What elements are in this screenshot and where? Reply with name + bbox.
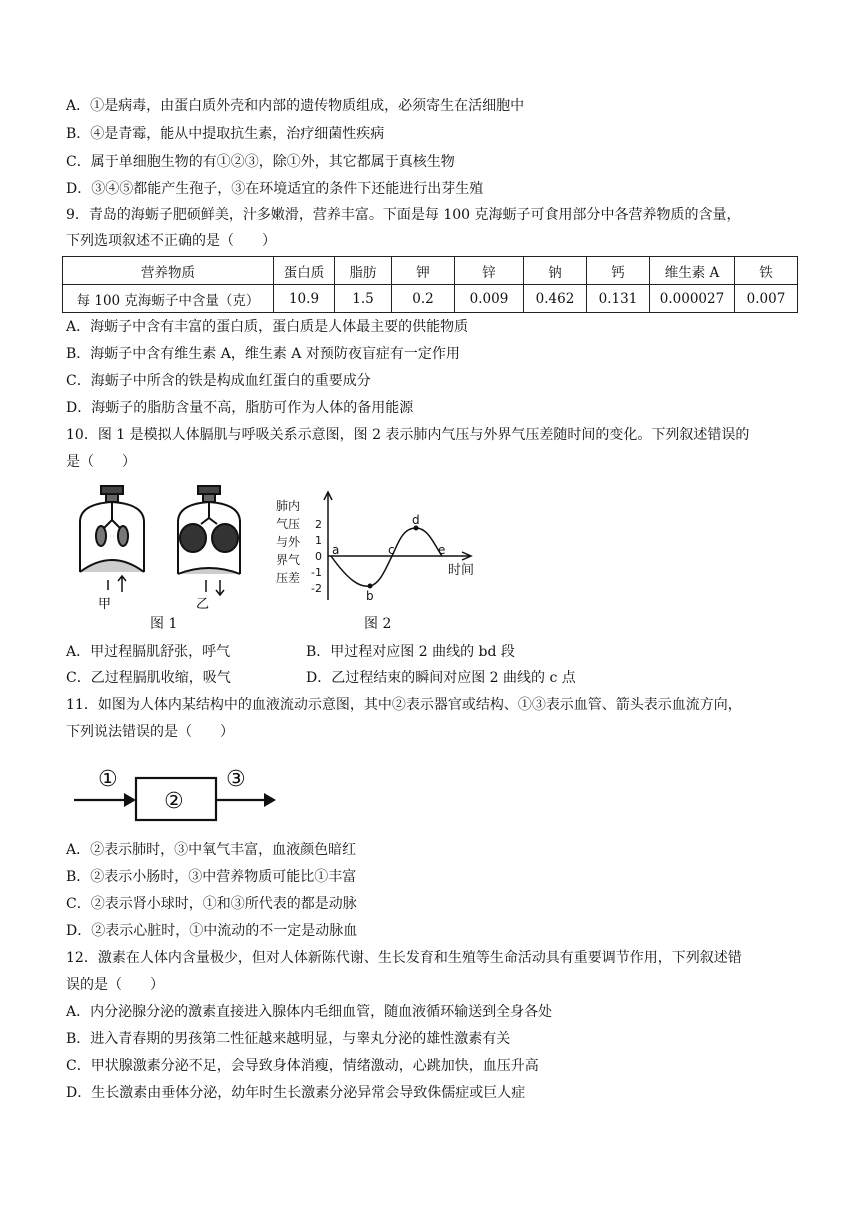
point-label-d: d xyxy=(412,513,420,527)
q9-option-b: B．海蛎子中含有维生素 A，维生素 A 对预防夜盲症有一定作用 xyxy=(66,346,460,362)
figure2-caption: 图 2 xyxy=(364,616,392,632)
y-axis-label-line: 压差 xyxy=(276,571,301,585)
table-header-cell: 钠 xyxy=(524,257,587,285)
label-yi: 乙 xyxy=(196,597,210,612)
q11-option-d: D．②表示心脏时，①中流动的不一定是动脉血 xyxy=(66,923,358,939)
q8-option-c: C．属于单细胞生物的有①②③，除①外，其它都属于真核生物 xyxy=(66,154,455,170)
bell-jar-jia xyxy=(80,486,144,592)
q9-stem-line1: 9．青岛的海蛎子肥硕鲜美，汁多嫩滑，营养丰富。下面是每 100 克海蛎子可食用部分中各营养物质的含量， xyxy=(66,207,741,223)
q11-option-c: C．②表示肾小球时，①和③所代表的都是动脉 xyxy=(66,896,357,912)
q8-option-a: A．①是病毒，由蛋白质外壳和内部的遗传物质组成，必须寄生在活细胞中 xyxy=(66,98,525,114)
table-cell: 0.2 xyxy=(392,285,455,313)
table-header-row xyxy=(63,257,798,285)
q9-option-c: C．海蛎子中所含的铁是构成血红蛋白的重要成分 xyxy=(66,373,371,389)
outflow-arrow-icon xyxy=(264,793,276,807)
y-tick-label: -1 xyxy=(311,566,322,579)
q8-option-b: B．④是青霉，能从中提取抗生素，治疗细菌性疾病 xyxy=(66,126,385,142)
y-axis-label-line: 界气 xyxy=(276,553,301,567)
q9-stem-line2: 下列选项叙述不正确的是（ ） xyxy=(66,233,276,249)
blood-flow-diagram xyxy=(70,758,290,830)
point-label-e: e xyxy=(438,543,446,557)
table-cell: 0.131 xyxy=(587,285,650,313)
y-axis-label-line: 与外 xyxy=(276,535,301,549)
table-header-cell: 锌 xyxy=(455,257,524,285)
q12-option-a: A．内分泌腺分泌的激素直接进入腺体内毛细血管，随血液循环输送到全身各处 xyxy=(66,1004,553,1020)
y-axis-label-line: 气压 xyxy=(276,517,301,531)
y-tick-label: 0 xyxy=(315,550,322,563)
q9-option-d: D．海蛎子的脂肪含量不高，脂肪可作为人体的备用能源 xyxy=(66,400,414,416)
label-jia: 甲 xyxy=(98,597,112,612)
table-cell: 0.000027 xyxy=(650,285,735,313)
q12-option-c: C．甲状腺激素分泌不足，会导致身体消瘦，情绪激动，心跳加快，血压升高 xyxy=(66,1058,539,1074)
table-cell: 0.007 xyxy=(735,285,798,313)
table-cell: 1.5 xyxy=(335,285,392,313)
vessel-label-3: ③ xyxy=(226,767,246,792)
q11-option-a: A．②表示肺时，③中氧气丰富，血液颜色暗红 xyxy=(66,842,357,858)
figure1-caption: 图 1 xyxy=(150,616,178,632)
table-cell: 0.009 xyxy=(455,285,524,313)
q12-option-d: D．生长激素由垂体分泌，幼年时生长激素分泌异常会导致侏儒症或巨人症 xyxy=(66,1085,526,1101)
bell-jar-yi xyxy=(178,486,240,595)
vessel-label-1: ① xyxy=(98,767,118,792)
organ-label-2: ② xyxy=(164,789,184,814)
inflow-arrow-icon xyxy=(124,793,136,807)
table-header-cell: 钙 xyxy=(587,257,650,285)
point-label-a: a xyxy=(332,543,340,557)
q11-stem-line2: 下列说法错误的是（ ） xyxy=(66,724,234,740)
nutrition-table xyxy=(62,256,798,313)
table-header-cell: 蛋白质 xyxy=(274,257,335,285)
table-cell: 10.9 xyxy=(274,285,335,313)
q10-option-b: B．甲过程对应图 2 曲线的 bd 段 xyxy=(306,644,515,660)
q10-option-a: A．甲过程膈肌舒张，呼气 xyxy=(66,644,231,660)
q12-option-b: B．进入青春期的男孩第二性征越来越明显，与睾丸分泌的雄性激素有关 xyxy=(66,1031,511,1047)
table-row xyxy=(63,285,798,313)
q11-stem-line1: 11．如图为人体内某结构中的血液流动示意图，其中②表示器官或结构、①③表示血管、箭头表示血流方向， xyxy=(66,697,742,713)
table-header-cell: 维生素 A xyxy=(650,257,735,285)
y-tick-label: 1 xyxy=(315,534,322,547)
table-header-cell: 铁 xyxy=(735,257,798,285)
point-label-c: c xyxy=(388,543,395,557)
q10-stem-line2: 是（ ） xyxy=(66,454,136,470)
x-axis-label: 时间 xyxy=(448,563,475,578)
pressure-curve xyxy=(331,528,442,586)
y-axis-label-line: 肺内 xyxy=(276,499,301,513)
figure2-pressure-curve xyxy=(276,488,486,610)
table-header-cell: 钾 xyxy=(392,257,455,285)
table-cell: 每 100 克海蛎子中含量（克） xyxy=(63,285,274,313)
q8-option-d: D．③④⑤都能产生孢子，③在环境适宜的条件下还能进行出芽生殖 xyxy=(66,181,484,197)
q11-option-b: B．②表示小肠时，③中营养物质可能比①丰富 xyxy=(66,869,357,885)
table-header-cell: 脂肪 xyxy=(335,257,392,285)
y-tick-label: -2 xyxy=(311,582,322,595)
figure1-bell-jar-models xyxy=(68,482,268,612)
q10-option-c: C．乙过程膈肌收缩，吸气 xyxy=(66,670,231,686)
q12-stem-line1: 12．激素在人体内含量极少，但对人体新陈代谢、生长发育和生殖等生命活动具有重要调节作用，下列叙述错 xyxy=(66,950,742,966)
q12-stem-line2: 误的是（ ） xyxy=(66,977,164,993)
q9-option-a: A．海蛎子中含有丰富的蛋白质，蛋白质是人体最主要的供能物质 xyxy=(66,319,469,335)
y-tick-label: 2 xyxy=(315,518,322,531)
q10-option-d: D．乙过程结束的瞬间对应图 2 曲线的 c 点 xyxy=(306,670,576,686)
point-label-b: b xyxy=(366,589,374,603)
table-header-cell: 营养物质 xyxy=(63,257,274,285)
q10-stem-line1: 10．图 1 是模拟人体膈肌与呼吸关系示意图，图 2 表示肺内气压与外界气压差随时间的变化。下列叙述错误的 xyxy=(66,427,750,443)
point-b-marker xyxy=(368,584,373,589)
table-cell: 0.462 xyxy=(524,285,587,313)
